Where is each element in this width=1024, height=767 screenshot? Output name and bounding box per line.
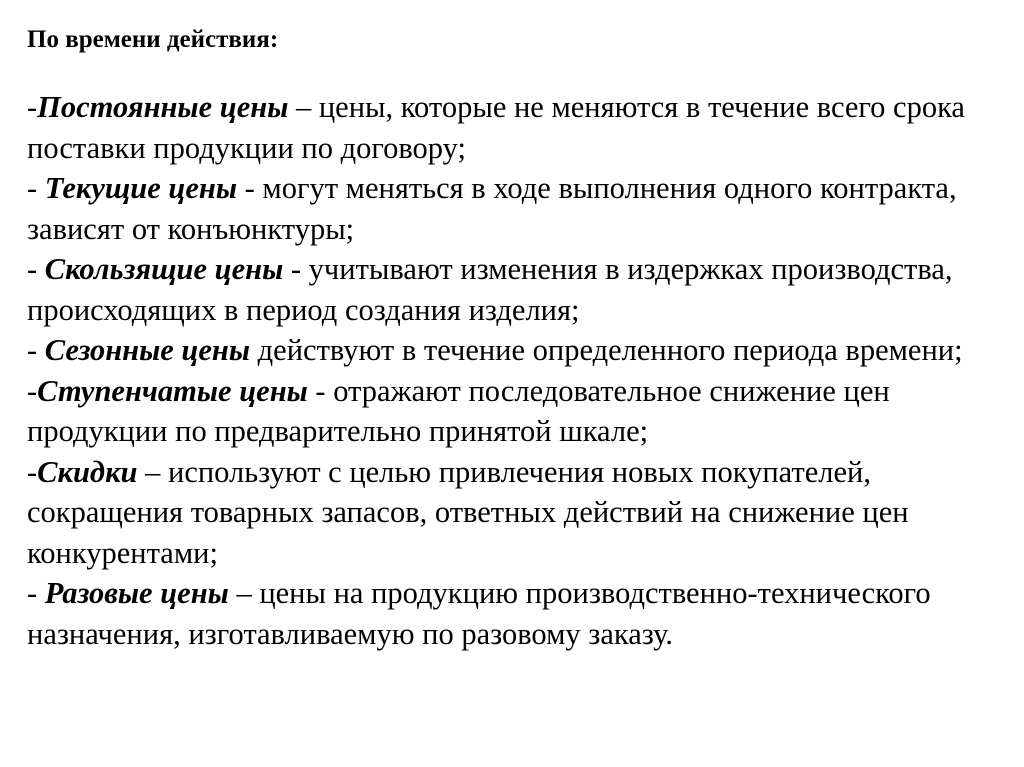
list-item-current-prices [27,168,1002,249]
item-text: – цены, которые не меняются в течение всего срока поставки продукции по договору; [27,90,965,165]
item-text: – цены на продукцию производственно-технического назначения, изготавливаемую по разовому заказу. [27,576,931,651]
item-term: Скидки [37,454,138,489]
list-item-sliding-prices [27,249,1002,330]
price-type-list [27,87,1002,654]
item-prefix: - [27,576,45,610]
list-item-stepped-prices [27,371,1002,452]
item-text: - учитывают изменения в издержках производства, происходящих в период создания изделия; [27,252,953,327]
item-term: Ступенчатые цены [37,373,308,408]
list-item-discounts [27,452,1002,574]
list-item-constant-prices [27,87,1002,168]
item-prefix: - [27,171,45,205]
item-text: – используют с целью привлечения новых покупателей, сокращения товарных запасов, ответных действий на снижение цен конкурентами; [27,454,909,570]
item-text: - отражают последовательное снижение цен продукции по предварительно принятой шкале; [27,373,890,448]
item-term: Скользящие цены [44,252,284,286]
item-prefix: - [27,90,38,124]
item-text: - могут меняться в ходе выполнения одного контракта, зависят от конъюнктуры; [27,171,957,246]
slide-content [27,20,1002,654]
item-prefix: - [27,333,45,367]
item-text: действуют в течение определенного периода времени; [250,333,963,367]
item-term: Разовые цены [44,576,229,610]
item-term: Текущие цены [44,171,237,205]
item-prefix: - [27,373,38,408]
item-term: Постоянные цены [37,90,289,124]
list-item-one-time-prices [27,573,1002,654]
item-prefix: - [27,252,45,286]
section-heading: По времени действия: [27,26,279,53]
item-prefix: - [27,454,38,489]
list-item-seasonal-prices [27,330,1002,371]
item-term: Сезонные цены [44,333,251,367]
